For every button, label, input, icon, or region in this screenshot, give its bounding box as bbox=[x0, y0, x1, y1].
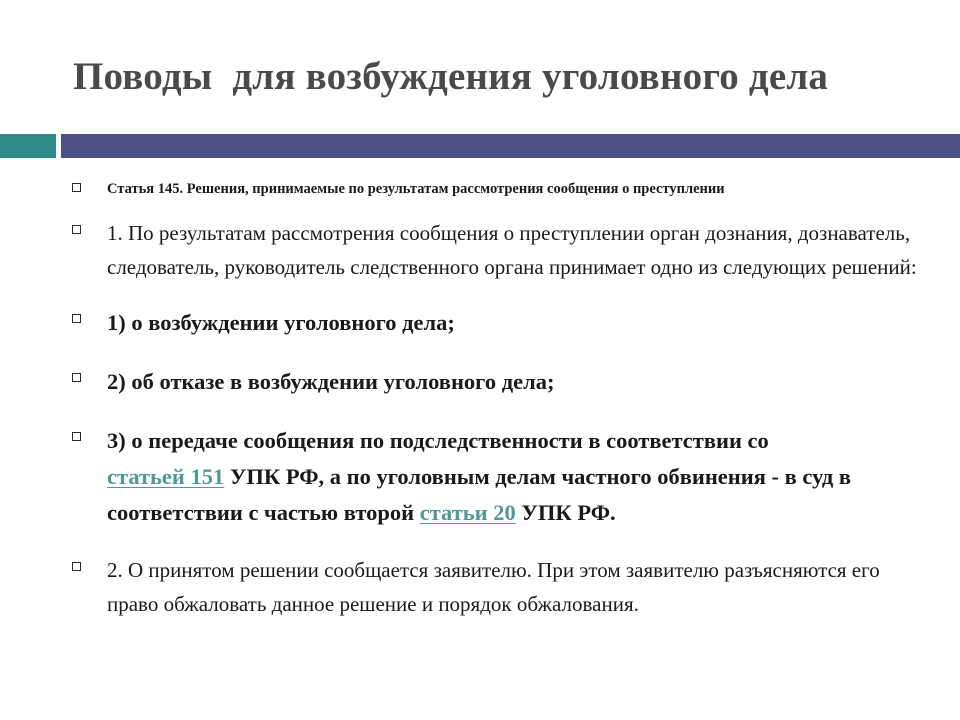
slide-title: Поводы для возбуждения уголовного дела bbox=[73, 55, 829, 98]
square-bullet-icon bbox=[72, 432, 81, 441]
bullet-paragraph-1 bbox=[72, 216, 932, 284]
bullet-decision-3 bbox=[72, 423, 932, 531]
decision-3-text-end: УПК РФ. bbox=[515, 500, 616, 525]
bullet-decision-2 bbox=[72, 364, 932, 400]
paragraph-1-text: 1. По результатам рассмотрения сообщения о преступлении орган дознания, дознаватель, следователь, руководитель следственного органа принимает одно из следующих решений: bbox=[107, 221, 917, 279]
paragraph-2-text: 2. О принятом решении сообщается заявителю. При этом заявителю разъясняются его право обжаловать данное решение и порядок обжалования. bbox=[107, 558, 880, 616]
square-bullet-icon bbox=[72, 314, 81, 323]
article-heading-text: Статья 145. Решения, принимаемые по результатам рассмотрения сообщения о преступлении bbox=[107, 181, 725, 197]
square-bullet-icon bbox=[72, 562, 81, 571]
decision-1-text: 1) о возбуждении уголовного дела; bbox=[107, 310, 455, 335]
square-bullet-icon bbox=[72, 225, 81, 234]
article-151-link[interactable]: статьей 151 bbox=[107, 464, 225, 489]
decision-2-text: 2) об отказе в возбуждении уголовного дела; bbox=[107, 369, 555, 394]
bullet-list bbox=[72, 178, 932, 621]
square-bullet-icon bbox=[72, 183, 81, 192]
square-bullet-icon bbox=[72, 373, 81, 382]
bullet-paragraph-2 bbox=[72, 553, 932, 621]
decision-3-text-middle: УПК РФ, а по уголовным делам частного обвинения - в суд в соответствии с частью второй bbox=[107, 464, 852, 525]
title-divider-bar bbox=[61, 134, 960, 158]
article-20-link[interactable]: статьи 20 bbox=[419, 500, 516, 525]
bullet-decision-1 bbox=[72, 305, 932, 341]
decision-3-text-start: 3) о передаче сообщения по подследственности в соответствии со bbox=[107, 428, 769, 453]
title-divider-accent bbox=[0, 134, 56, 158]
bullet-article-heading bbox=[72, 178, 932, 206]
